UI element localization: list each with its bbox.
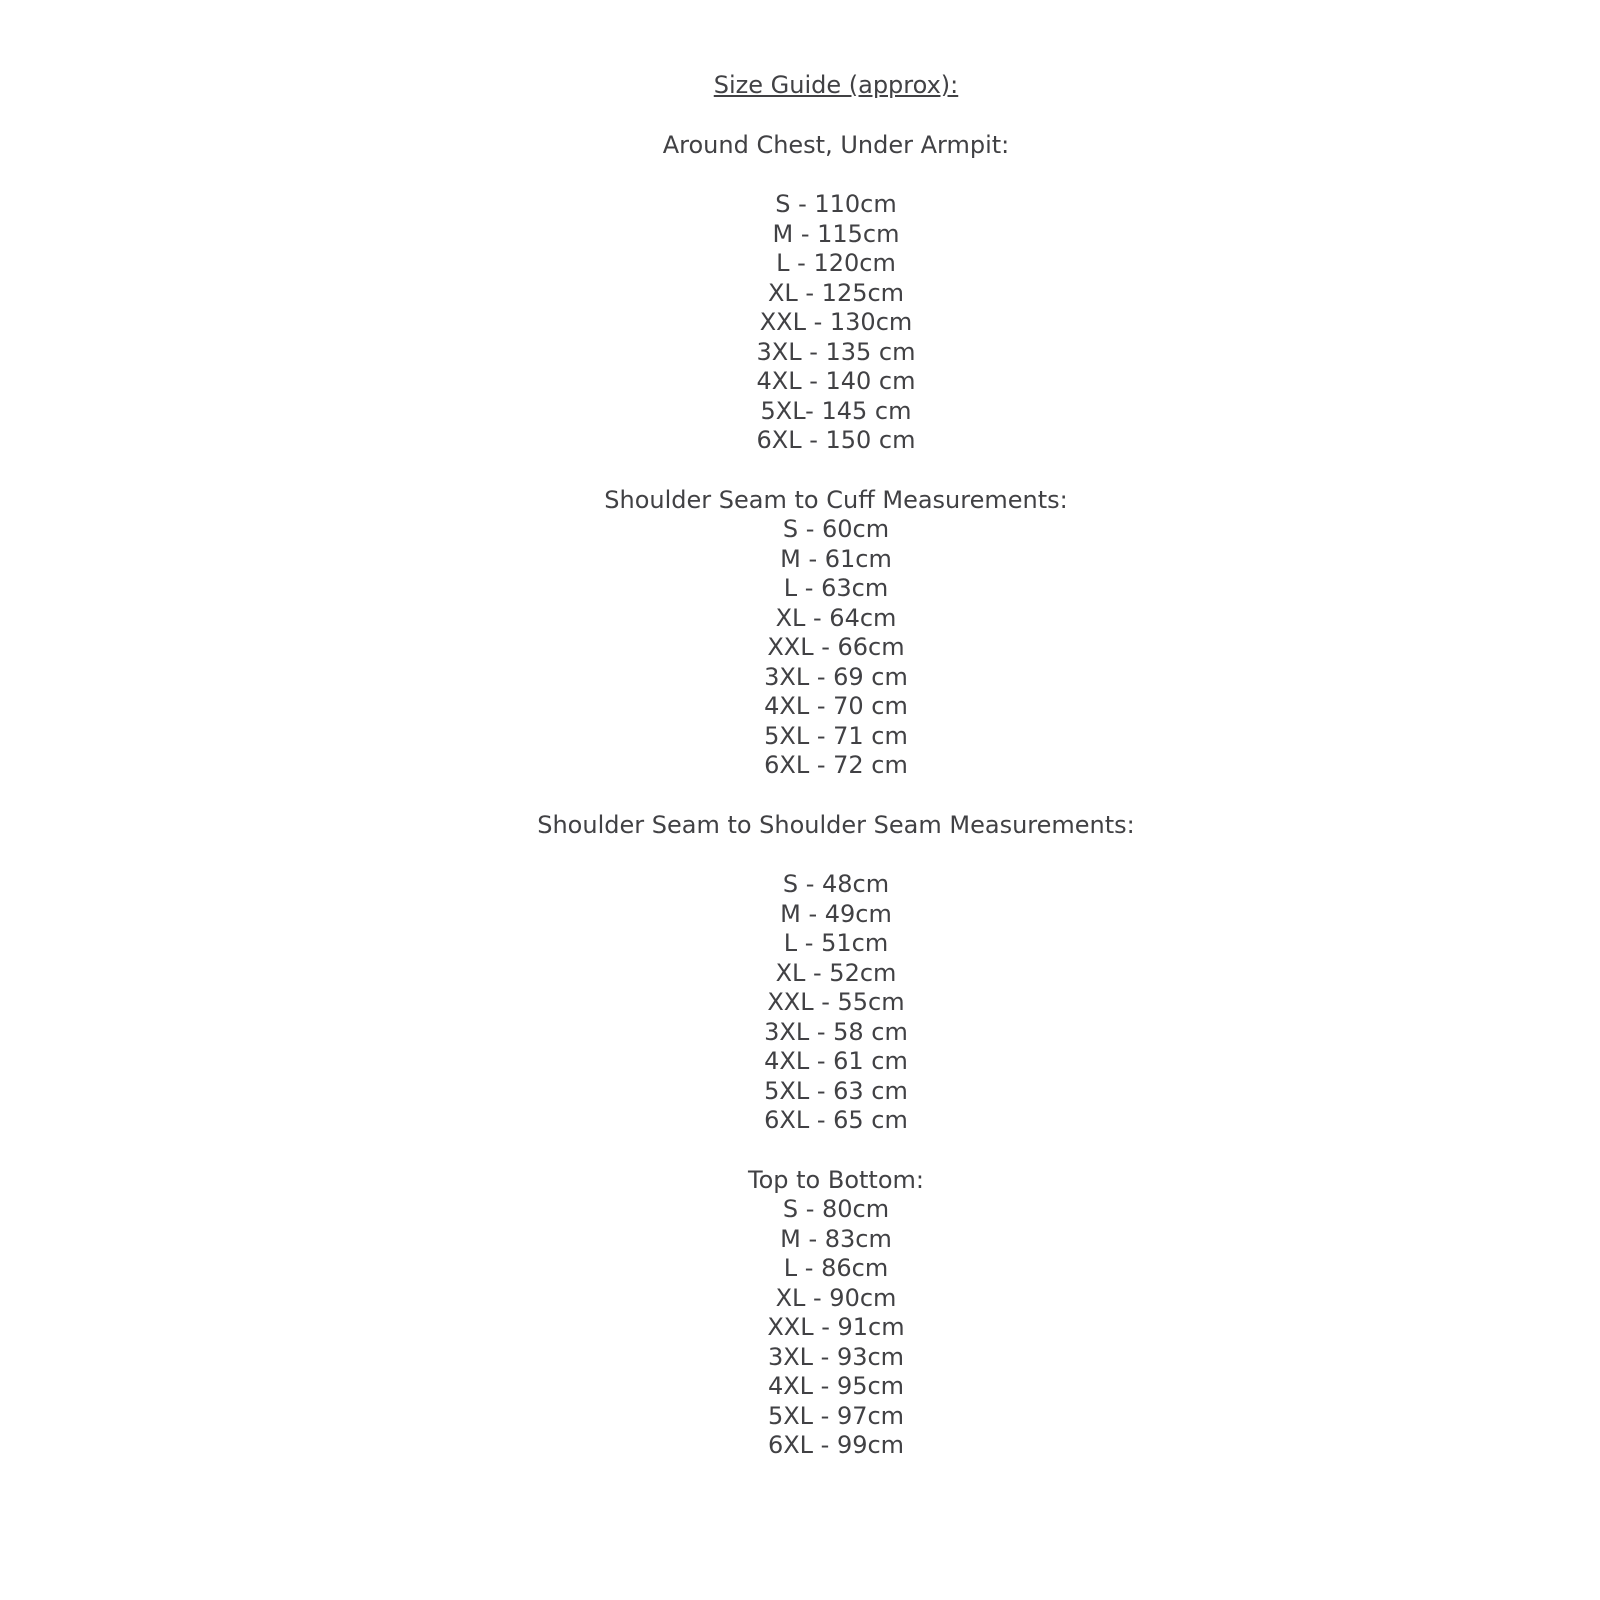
size-line-chest-5xl: 5XL- 145 cm xyxy=(760,396,912,425)
size-line-seam-6xl: 6XL - 65 cm xyxy=(764,1106,908,1134)
size-line-length-l: L - 86cm xyxy=(783,1254,889,1282)
size-line-chest-3xl: 3XL - 135 cm xyxy=(756,337,916,366)
size-line-cuff-3xl: 3XL - 69 cm xyxy=(764,662,908,691)
size-line-seam-l: L - 51cm xyxy=(783,929,889,957)
size-line-seam-3xl: 3XL - 58 cm xyxy=(764,1017,908,1046)
section-seam-to-cuff xyxy=(36,486,1600,781)
size-line-chest-xl: XL - 125cm xyxy=(767,278,905,307)
size-line-length-3xl: 3XL - 93cm xyxy=(767,1342,905,1371)
size-guide xyxy=(36,0,1600,1461)
section-around-chest xyxy=(36,131,1600,456)
size-line-seam-m: M - 49cm xyxy=(780,899,892,928)
size-line-length-s: S - 80cm xyxy=(782,1195,890,1223)
size-line-chest-l: L - 120cm xyxy=(776,249,896,277)
size-line-cuff-5xl: 5XL - 71 cm xyxy=(764,721,908,750)
size-line-cuff-xl: XL - 64cm xyxy=(775,603,897,632)
size-guide-title: Size Guide (approx): xyxy=(713,71,959,99)
size-line-length-5xl: 5XL - 97cm xyxy=(767,1401,905,1430)
section-heading-seam-to-seam: Shoulder Seam to Shoulder Seam Measurements: xyxy=(537,810,1135,839)
size-line-cuff-l: L - 63cm xyxy=(783,574,889,602)
size-line-seam-5xl: 5XL - 63 cm xyxy=(764,1076,908,1105)
size-line-chest-6xl: 6XL - 150 cm xyxy=(756,426,916,454)
section-heading-seam-to-cuff: Shoulder Seam to Cuff Measurements: xyxy=(604,485,1068,514)
size-line-cuff-m: M - 61cm xyxy=(780,544,892,573)
size-line-cuff-4xl: 4XL - 70 cm xyxy=(764,692,908,720)
size-line-length-xl: XL - 90cm xyxy=(775,1283,897,1312)
size-line-length-6xl: 6XL - 99cm xyxy=(767,1431,905,1459)
size-line-cuff-6xl: 6XL - 72 cm xyxy=(764,751,908,779)
section-seam-to-seam xyxy=(36,811,1600,1136)
section-top-to-bottom xyxy=(36,1166,1600,1461)
section-heading-around-chest: Around Chest, Under Armpit: xyxy=(662,130,1010,159)
size-line-seam-xxl: XXL - 55cm xyxy=(767,988,905,1016)
size-line-seam-xl: XL - 52cm xyxy=(775,958,897,987)
size-line-chest-m: M - 115cm xyxy=(772,219,900,248)
size-line-cuff-xxl: XXL - 66cm xyxy=(767,633,905,661)
section-heading-top-to-bottom: Top to Bottom: xyxy=(748,1165,924,1194)
size-line-seam-s: S - 48cm xyxy=(782,870,890,898)
size-line-chest-xxl: XXL - 130cm xyxy=(759,308,913,336)
size-line-chest-4xl: 4XL - 140 cm xyxy=(756,367,916,395)
size-line-cuff-s: S - 60cm xyxy=(782,515,890,543)
size-line-chest-s: S - 110cm xyxy=(775,190,897,218)
size-line-length-xxl: XXL - 91cm xyxy=(767,1313,905,1341)
size-line-length-4xl: 4XL - 95cm xyxy=(767,1372,905,1400)
size-line-seam-4xl: 4XL - 61 cm xyxy=(764,1047,908,1075)
size-line-length-m: M - 83cm xyxy=(780,1224,892,1253)
